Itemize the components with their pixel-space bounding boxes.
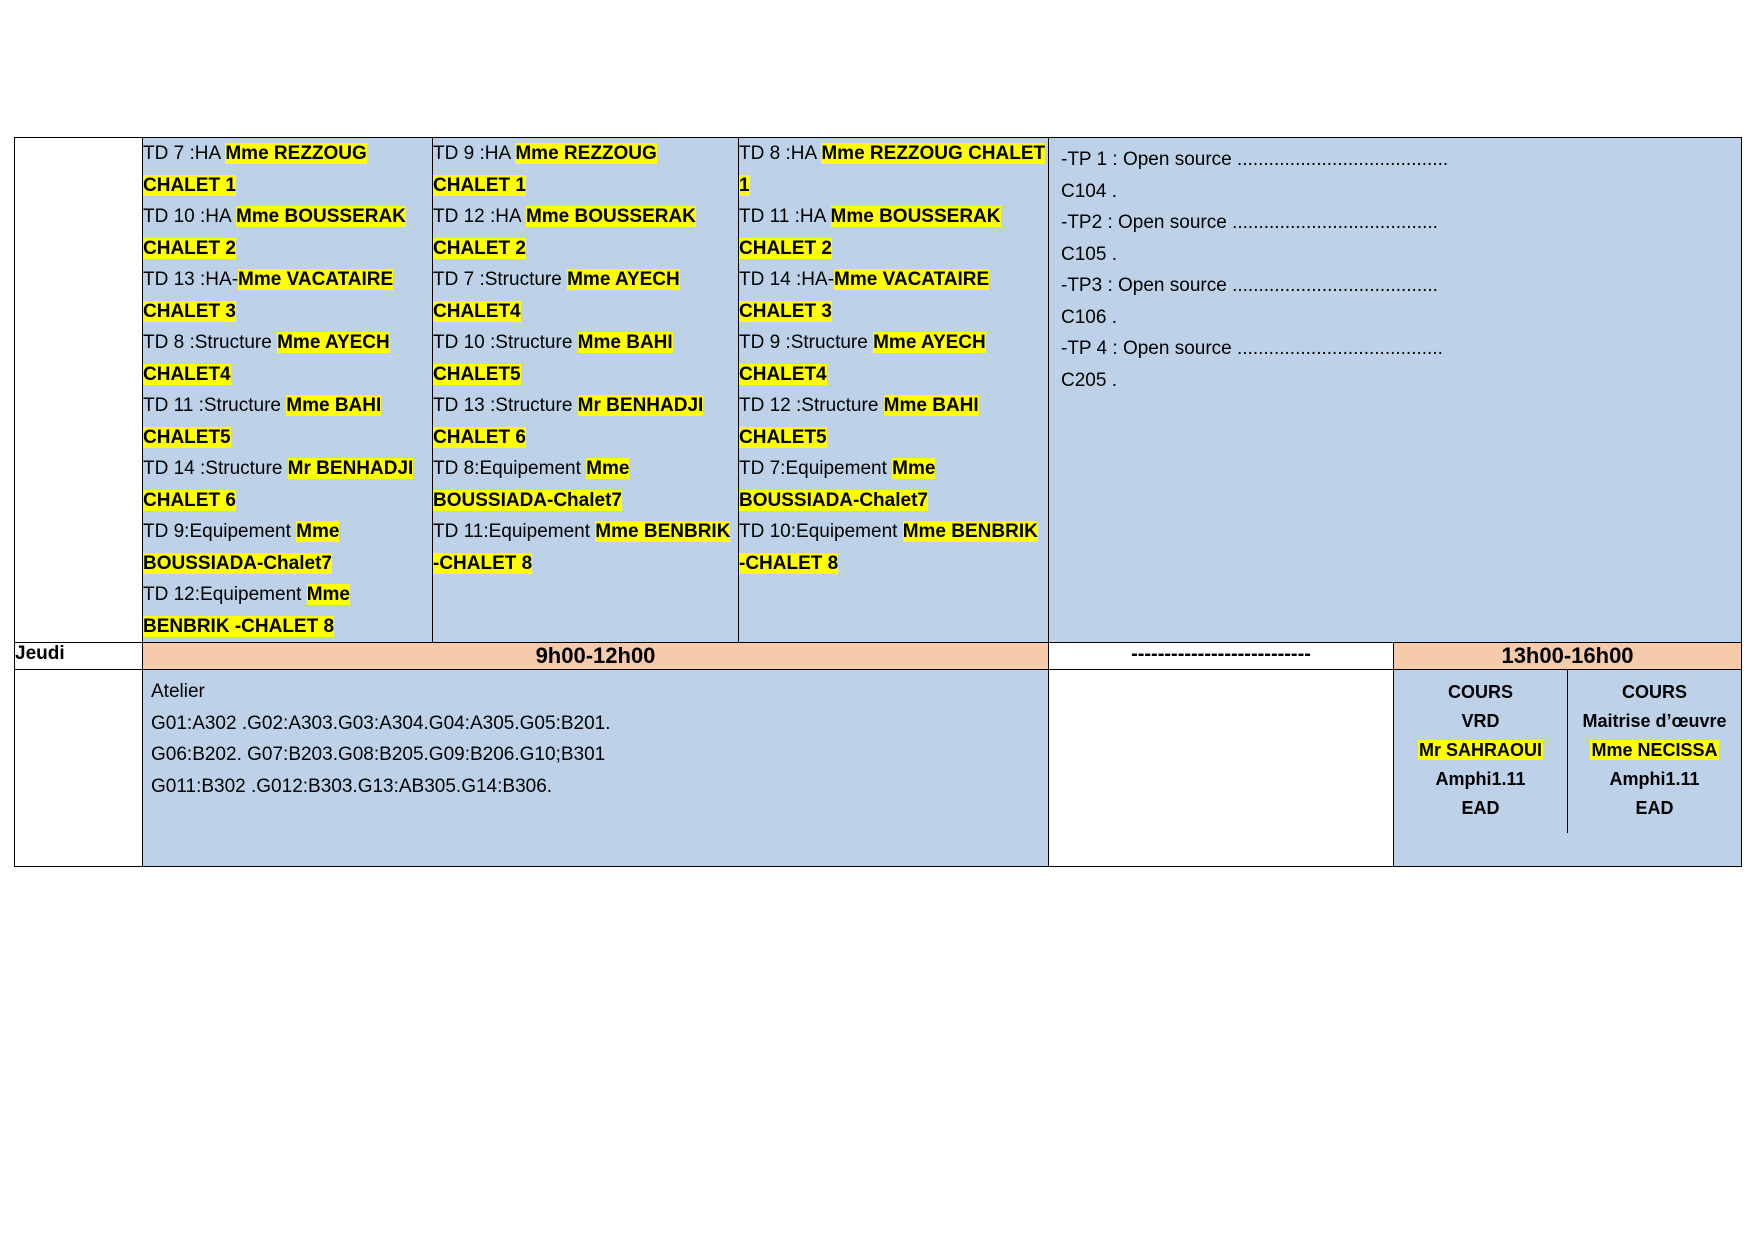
tp-entry: -TP 4 : Open source ....................................... (1061, 338, 1443, 359)
tp-column (1049, 138, 1742, 643)
table-row-time-headers (15, 643, 1742, 670)
cours-room: Amphi1.11 (1435, 769, 1526, 789)
td-entry: TD 14 :Structure Mr BENHADJI CHALET 6 (143, 458, 414, 511)
td-entry: TD 11 :HA Mme BOUSSERAK CHALET 2 (739, 206, 1001, 259)
atelier-groups-line: G01:A302 .G02:A303.G03:A304.G04:A305.G05:B201. (151, 712, 611, 734)
td-entry: TD 12 :HA Mme BOUSSERAK CHALET 2 (433, 206, 696, 259)
td-entry: TD 12:Equipement Mme BENBRIK -CHALET 8 (143, 584, 350, 637)
atelier-title: Atelier (151, 681, 205, 702)
cours-teacher: Mme NECISSA (1591, 740, 1718, 760)
td-entry: TD 8 :Structure Mme AYECH CHALET4 (143, 332, 390, 385)
tp-entry: -TP3 : Open source ....................................... (1061, 275, 1438, 296)
td-entry: TD 7 :HA Mme REZZOUG CHALET 1 (143, 143, 367, 196)
td-entry: TD 8:Equipement Mme BOUSSIADA-Chalet7 (433, 458, 630, 511)
tp-room: C104 . (1061, 180, 1117, 202)
cours-mode: EAD (1635, 798, 1674, 818)
tp-room: C106 . (1061, 306, 1117, 328)
cours-room: Amphi1.11 (1609, 769, 1700, 789)
tp-entry: -TP 1 : Open source ........................................ (1061, 149, 1449, 170)
schedule-table (14, 137, 1742, 867)
td-column-1-lines (143, 138, 432, 642)
cours-type: COURS (1622, 682, 1688, 702)
table-row-sessions (15, 670, 1742, 867)
td-entry: TD 9 :Structure Mme AYECH CHALET4 (739, 332, 986, 385)
cours-right (1568, 670, 1742, 833)
td-entry: TD 13 :HA-Mme VACATAIRE CHALET 3 (143, 269, 394, 322)
td-entry: TD 10 :Structure Mme BAHI CHALET5 (433, 332, 673, 385)
row-label-empty (15, 138, 143, 643)
cours-teacher: Mr SAHRAOUI (1418, 740, 1542, 760)
td-entry: TD 9 :HA Mme REZZOUG CHALET 1 (433, 143, 657, 196)
cours-left-block (1394, 670, 1567, 833)
time-header-afternoon: 13h00-16h00 (1394, 643, 1742, 670)
cours-right-block (1568, 670, 1741, 833)
cours-left (1394, 670, 1568, 833)
td-entry: TD 12 :Structure Mme BAHI CHALET5 (739, 395, 979, 448)
td-entry: TD 7 :Structure Mme AYECH CHALET4 (433, 269, 680, 322)
td-entry: TD 11:Equipement Mme BENBRIK -CHALET 8 (433, 521, 731, 574)
day-label: Jeudi (15, 643, 143, 670)
td-entry: TD 8 :HA Mme REZZOUG CHALET 1 (739, 143, 1046, 196)
td-entry: TD 9:Equipement Mme BOUSSIADA-Chalet7 (143, 521, 340, 574)
td-column-1 (143, 138, 433, 643)
time-header-separator: --------------------------- (1049, 643, 1394, 670)
cours-subject: Maitrise d’œuvre (1582, 711, 1727, 731)
atelier-groups-line: G011:B302 .G012:B303.G13:AB305.G14:B306. (151, 775, 553, 797)
td-entry: TD 14 :HA-Mme VACATAIRE CHALET 3 (739, 269, 990, 322)
cours-type: COURS (1447, 682, 1513, 702)
table-row-td-listings (15, 138, 1742, 643)
tp-room: C105 . (1061, 243, 1117, 265)
td-entry: TD 10:Equipement Mme BENBRIK -CHALET 8 (739, 521, 1038, 574)
row-label-empty-2 (15, 670, 143, 867)
empty-session-cell (1049, 670, 1394, 867)
atelier-cell (143, 670, 1049, 867)
td-column-2 (433, 138, 739, 643)
td-entry: TD 10 :HA Mme BOUSSERAK CHALET 2 (143, 206, 406, 259)
tp-entry: -TP2 : Open source ....................................... (1061, 212, 1438, 233)
td-column-3-lines (739, 138, 1048, 579)
td-column-2-lines (433, 138, 738, 579)
atelier-lines (143, 670, 1048, 810)
time-header-morning: 9h00-12h00 (143, 643, 1049, 670)
cours-split-table (1394, 670, 1741, 833)
tp-lines (1049, 138, 1741, 404)
td-entry: TD 11 :Structure Mme BAHI CHALET5 (143, 395, 382, 448)
td-entry: TD 13 :Structure Mr BENHADJI CHALET 6 (433, 395, 704, 448)
cours-mode: EAD (1461, 798, 1500, 818)
cours-subject: VRD (1461, 711, 1500, 731)
td-entry: TD 7:Equipement Mme BOUSSIADA-Chalet7 (739, 458, 936, 511)
cours-cell-group (1394, 670, 1742, 867)
tp-room: C205 . (1061, 369, 1117, 391)
td-column-3 (739, 138, 1049, 643)
atelier-groups-line: G06:B202. G07:B203.G08:B205.G09:B206.G10;B301 (151, 744, 606, 765)
